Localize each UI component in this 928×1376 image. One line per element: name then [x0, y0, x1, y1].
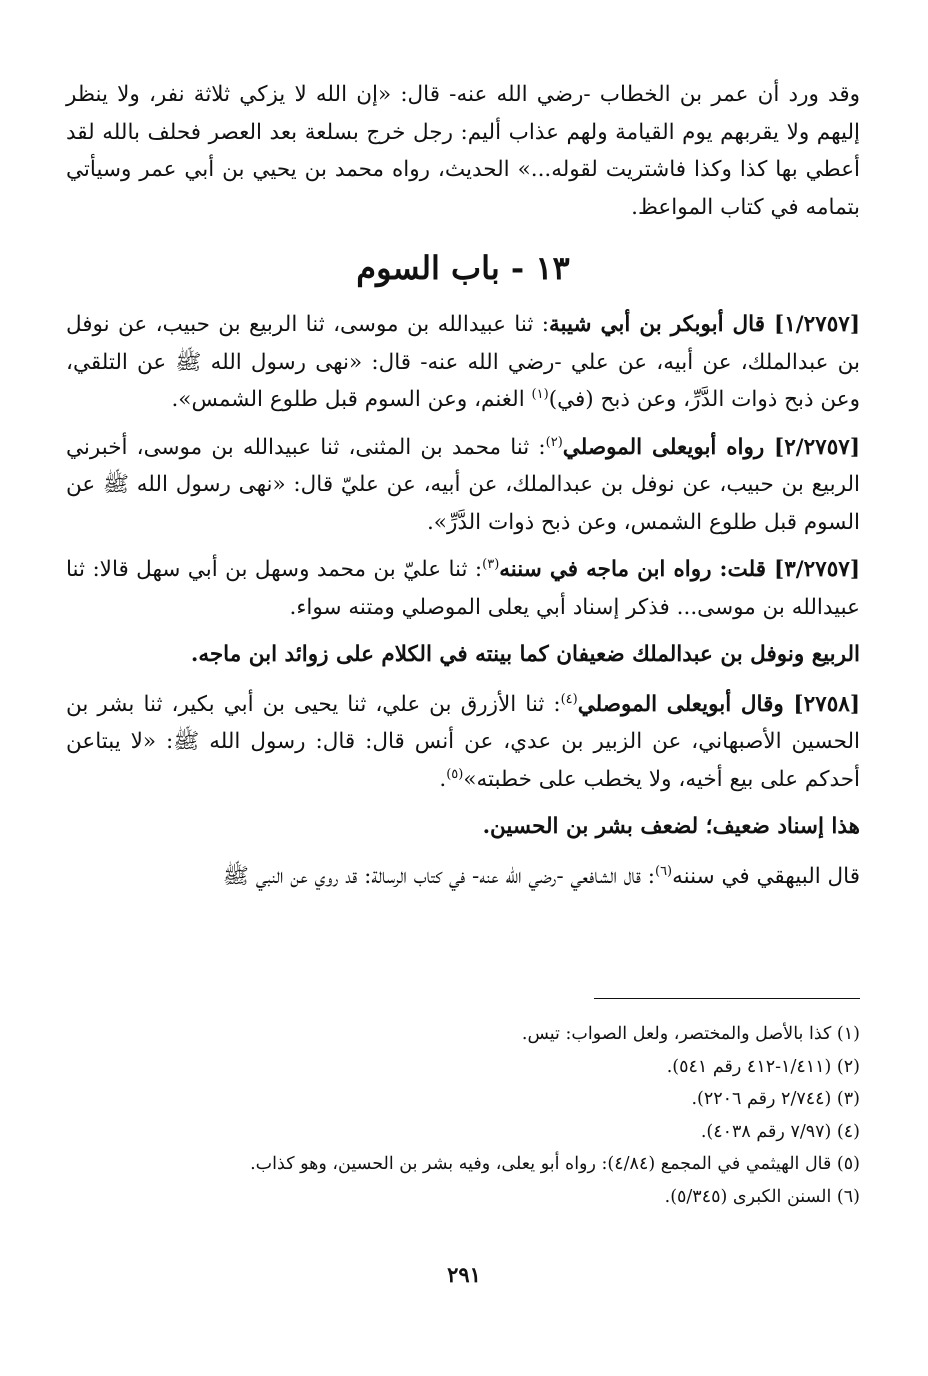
footnote-ref: (٣): [482, 556, 500, 572]
entry-text: : ثنا عليّ بن محمد وسهل بن أبي سهل قالا: ثنا عبيدالله بن موسى... فذكر إسناد أبي يعلى الموصلي ومتنه سواء.: [66, 557, 860, 620]
footnote-3: (٣) (٢/٧٤٤ رقم ٢٢٠٦).: [691, 1089, 860, 1109]
page-number: ٢٩١: [447, 1262, 481, 1287]
entry-label: [٢٧٥٨] وقال أبويعلى الموصلي: [577, 691, 860, 717]
entry-text-continued: الغنم، وعن السوم قبل طلوع الشمس».: [171, 387, 532, 412]
entry-text: : ثنا الأزرق بن علي، ثنا يحيى بن أبي بكير، ثنا بشر بن الحسين الأصبهاني، عن الزبير بن عدي، عن أنس قال: قال: رسول الله ﷺ: «لا يبتاعن أحدكم على بيع أخيه، ولا يخطب على خطبته»: [66, 691, 860, 792]
footnote-ref: (٢): [545, 434, 563, 450]
grading-remark-1: الربيع ونوفل بن عبدالملك ضعيفان كما بينته في الكلام على زوائد ابن ماجه.: [190, 642, 860, 667]
closing-text-continued: : قال الشافعي -رضي الله عنه- في كتاب الرسالة: قد روي عن النبي ﷺ: [222, 863, 655, 889]
hadith-entry-3: [66, 551, 860, 626]
footnote-5: (٥) قال الهيثمي في المجمع (٤/٨٤): رواه أبو يعلى، وفيه بشر بن الحسين، وهو كذاب.: [250, 1154, 860, 1174]
footnote-ref: (١): [531, 386, 549, 402]
footnote-6: (٦) السنن الكبرى (٥/٣٤٥).: [664, 1186, 860, 1207]
entry-text-continued: .: [439, 766, 447, 792]
footnote-ref: (٦): [654, 863, 673, 879]
footnote-ref: (٥): [446, 766, 464, 782]
footnote-1: (١) كذا بالأصل والمختصر، ولعل الصواب: تيس.: [521, 1024, 860, 1044]
hadith-entry-2: [66, 429, 860, 542]
intro-paragraph: وقد ورد أن عمر بن الخطاب -رضي الله عنه- قال: «إن الله لا يزكي ثلاثة نفر، ولا ينظر إليهم ولا يقربهم يوم القيامة ولهم عذاب أليم: رجل خرج بسلعة بعد العصر فحلف بالله لقد أعطي بها كذا وكذا فاشتريت لقوله...» الحديث، رواه محمد بن يحيي بن أبي عمر وسيأتي بتمامه في كتاب المواعظ.: [66, 82, 860, 220]
closing-paragraph: [66, 858, 860, 896]
footnote-separator: [594, 998, 860, 999]
entry-text: : ثنا محمد بن المثنى، ثنا عبيدالله بن موسى، أخبرني الربيع بن حبيب، عن نوفل بن عبدالملك، عن أبيه، عن عليّ قال: «نهى رسول الله ﷺ عن السوم قبل طلوع الشمس، وعن ذبح ذوات الدَّرِّ».: [66, 434, 860, 535]
entry-label: [١/٢٧٥٧] قال أبوبكر بن أبي شيبة: [548, 312, 860, 337]
footnote-2: (٢) (١/٤١١-٤١٢ رقم ٥٤١).: [666, 1056, 860, 1077]
entry-label: [٢/٢٧٥٧] رواه أبويعلى الموصلي: [562, 434, 860, 460]
footnotes-list: [66, 1018, 860, 1213]
chapter-heading: ١٣ - باب السوم: [356, 249, 570, 287]
closing-text: قال البيهقي في سننه: [672, 863, 860, 889]
entry-text: : ثنا عبيدالله بن موسى، ثنا الربيع بن حبيب، عن نوفل بن عبدالملك، عن أبيه، عن علي -رضي الله عنه- قال: «نهى رسول الله ﷺ عن التلقي، وعن ذبح ذوات الدَّرِّ، وعن ذبح (في): [66, 312, 860, 412]
footnote-ref: (٤): [560, 691, 578, 707]
footnote-4: (٤) (٧/٩٧ رقم ٤٠٣٨).: [700, 1121, 860, 1142]
entry-label: [٣/٢٧٥٧] قلت: رواه ابن ماجه في سننه: [499, 557, 861, 582]
main-text: [66, 76, 860, 897]
hadith-entry-1: [66, 306, 860, 419]
hadith-entry-4: [66, 686, 860, 799]
grading-remark-2: هذا إسناد ضعيف؛ لضعف بشر بن الحسين.: [482, 814, 860, 839]
